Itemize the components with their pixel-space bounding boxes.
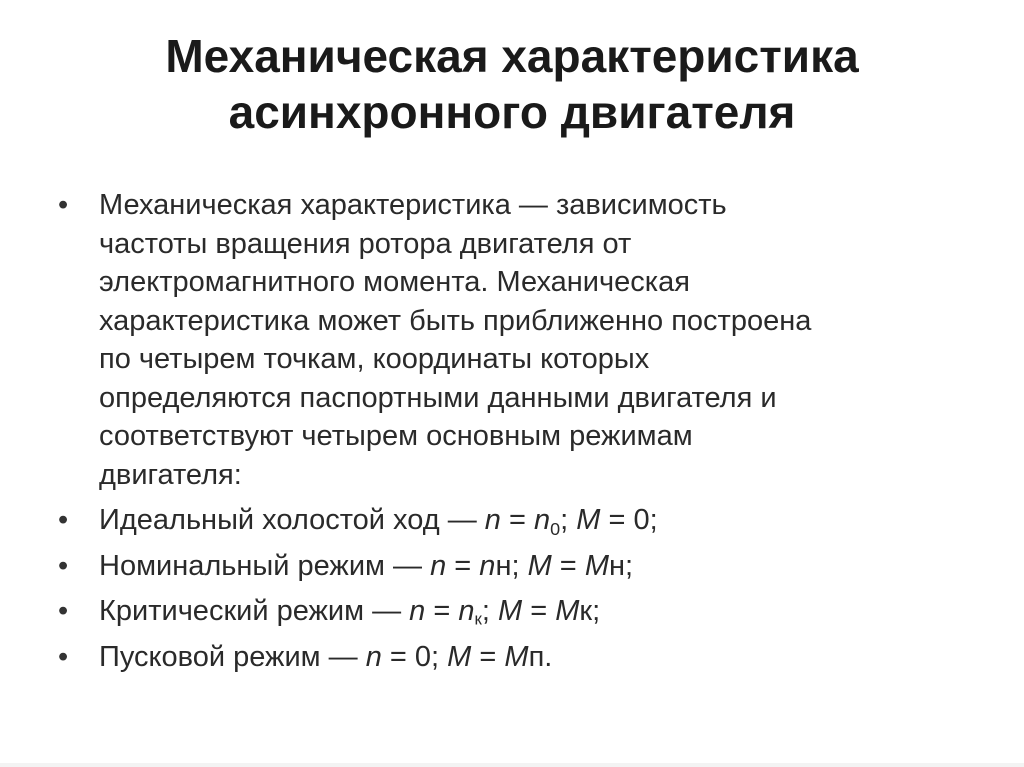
bullet-marker: • [58,549,69,582]
speed-variable: n [409,595,426,627]
idle-mode-text [99,501,958,540]
definition-line-2: частоты вращения ротора двигателя от [99,227,632,260]
critical-mode-label: Критический режим — [99,595,410,627]
bullet-item-nominal-mode [58,547,958,586]
bullet-marker: • [58,595,69,627]
nominal-mode-text [99,547,958,586]
critical-torque-suffix: к; [579,595,601,627]
subscript-k: к [474,609,482,629]
title-line-2: асинхронного двигателя [228,86,796,138]
bullet-item-critical-mode [58,592,958,631]
equals-sign: = [446,549,480,582]
torque-variable: M [498,595,523,627]
equals-sign: = [500,504,534,536]
starting-mode-text [99,638,958,677]
definition-line-5: по четырем точкам, координаты которых [99,343,650,375]
speed-variable: n [479,549,496,582]
bullet-marker: • [58,640,69,673]
definition-line-6: определяются паспортными данными двигателя и [99,381,777,414]
nominal-mode-label: Номинальный режим — [99,549,431,582]
separator: ; [511,549,528,582]
starting-mode-label: Пусковой режим — [99,640,366,673]
title-line-1: Механическая характеристика [165,30,859,82]
speed-variable: n [430,549,447,582]
slide-title [40,28,984,140]
subscript-zero: 0 [550,518,561,539]
definition-line-1: Механическая характеристика — зависимость [99,189,727,221]
torque-value: = 0; [600,504,658,536]
bullet-marker: • [58,189,69,221]
separator: ; [481,595,498,627]
torque-variable: M [576,504,601,536]
torque-variable: M [584,549,609,582]
bullet-item-starting-mode [58,638,958,677]
slide-bottom-edge [0,763,1024,767]
bullet-item-definition [58,186,958,494]
definition-line-4: характеристика может быть приближенно построена [99,304,812,337]
torque-variable: M [555,595,580,627]
speed-variable: n [365,640,382,673]
speed-variable: n [533,504,551,536]
idle-mode-label: Идеальный холостой ход — [99,504,485,536]
nominal-torque-suffix: н; [608,549,634,582]
separator: ; [560,504,577,536]
nominal-speed-suffix: н [495,549,512,582]
speed-variable: n [458,595,475,627]
torque-variable: M [447,640,472,673]
equals-sign: = [551,549,585,582]
bullet-marker: • [58,504,69,536]
definition-line-3: электромагнитного момента. Механическая [99,266,690,298]
starting-torque-suffix: п. [528,640,553,673]
speed-value: = 0; [381,640,448,673]
critical-mode-text [99,592,958,631]
speed-variable: n [484,504,501,536]
bullet-list [58,186,958,676]
equals-sign: = [471,640,505,673]
definition-line-7: соответствуют четырем основным режимам [99,420,693,452]
torque-variable: M [504,640,529,673]
definition-line-8: двигателя: [99,458,242,491]
torque-variable: M [527,549,552,582]
bullet-item-idle-mode [58,501,958,540]
equals-sign: = [425,595,459,627]
equals-sign: = [522,595,556,627]
